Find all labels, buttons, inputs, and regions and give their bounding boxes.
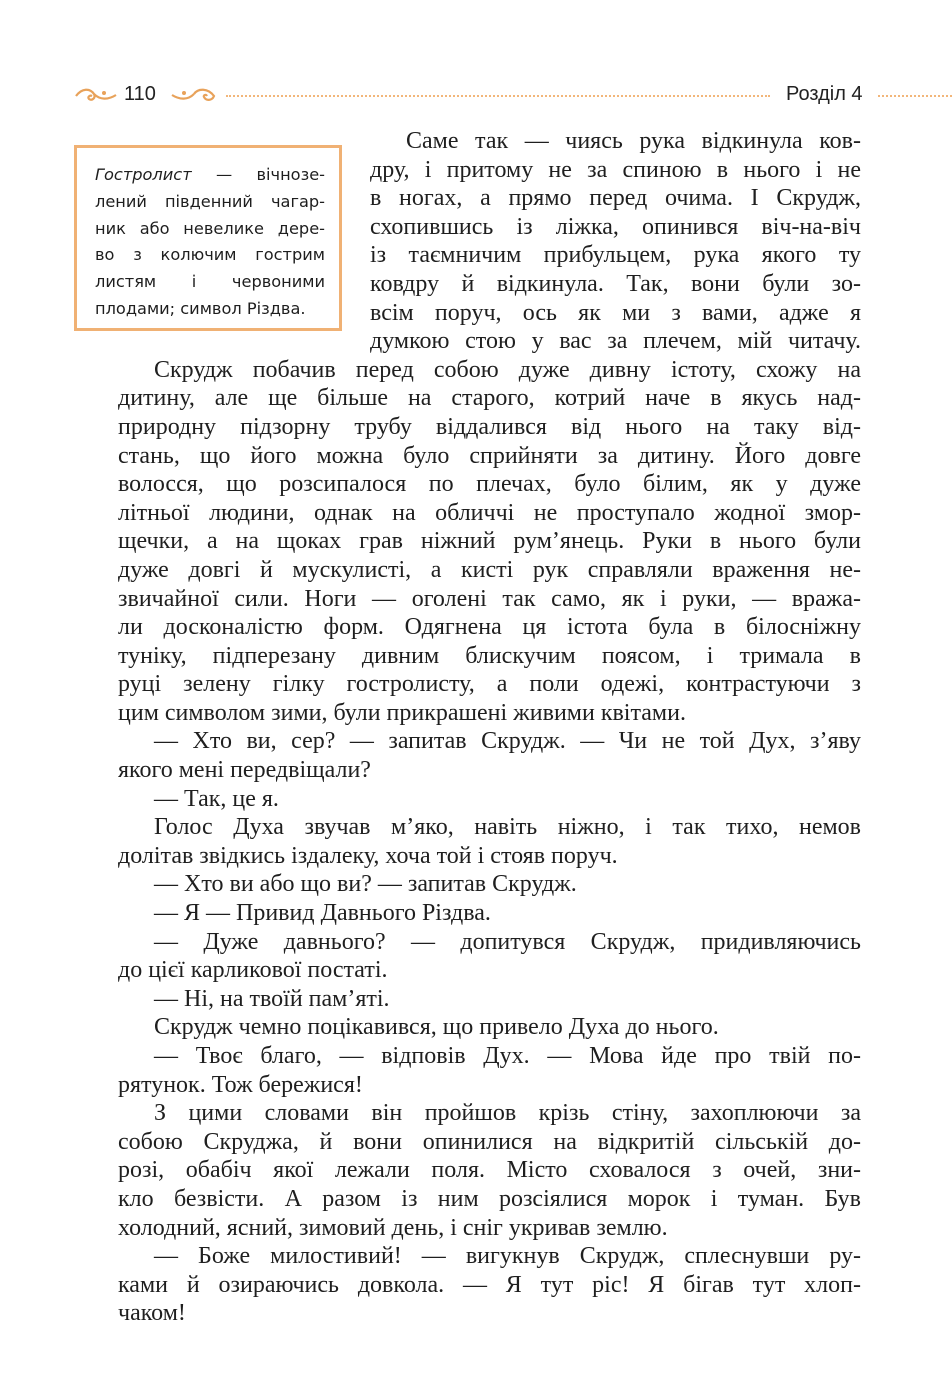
text-line: — Ні, на твоїй пам’яті. (154, 985, 390, 1012)
text-line: З цими словами він пройшов крізь стіну, захоплюючи за (154, 1100, 861, 1127)
header-rule (226, 95, 770, 97)
page-header (0, 78, 952, 112)
text-line: дру, і притому не за спиною в нього і не (370, 156, 861, 183)
text-line: кло безвісти. А разом із ним розсіялися морок і туман. Був (118, 1185, 861, 1212)
text-line: — Дуже давнього? — допитувся Скрудж, придивляючись (154, 928, 861, 955)
text-line: дуже довгі й мускулисті, а кисті рук справляли враження не- (118, 556, 861, 583)
text-line: якого мені передвіщали? (118, 757, 371, 784)
text-line: волосся, що розсипалося по плечах, було білим, як у дуже (118, 471, 861, 498)
text-line: схопившись із ліжка, опинився віч-на-віч (370, 213, 861, 240)
text-line: ками й озираючись довкола. — Я тут ріс! Я бігав тут хлоп- (118, 1271, 861, 1298)
text-line: всім поруч, ось як ми з вами, адже я (370, 299, 861, 326)
glossary-line-1: Гостролист — вічнозе- (95, 165, 325, 184)
text-line: Саме так — чиясь рука відкинула ков- (406, 128, 861, 154)
text-line: — Хто ви, сер? — запитав Скрудж. — Чи не той Дух, з’яву (154, 728, 861, 755)
text-line: рятунок. Тож бережися! (118, 1071, 363, 1098)
text-line: до цієї карликової постаті. (118, 957, 388, 984)
text-line: в ногах, а прямо перед очима. І Скрудж, (370, 185, 861, 212)
text-line: природну підзорну трубу віддалився від нього на таку від- (118, 413, 861, 440)
glossary-line: во з колючим гострим (95, 245, 325, 265)
right-ornament-icon (170, 86, 216, 104)
text-line: дитину, але ще більше на старого, котрий наче в якусь над- (118, 385, 861, 412)
text-line: туніку, підперезану дивним блискучим поясом, і тримала в (118, 642, 861, 669)
text-line: руці зелену гілку гостролисту, а поли одежі, контрастуючи з (118, 671, 861, 698)
text-line: Голос Духа звучав м’яко, навіть ніжно, і так тихо, немов (154, 814, 861, 841)
chapter-title: Розділ 4 (786, 83, 863, 105)
body-text (118, 127, 861, 1328)
text-line: — Я — Привид Давнього Різдва. (154, 900, 491, 927)
page-number: 110 (124, 83, 156, 105)
text-line: звичайної сили. Ноги — оголені так само, як і руки, — вража- (118, 585, 861, 612)
text-line: собою Скруджа, й вони опинилися на відкритій сільській до- (118, 1128, 861, 1155)
text-line: літньої людини, однак на обличчі не проступало жодної змор- (118, 499, 861, 526)
text-line: долітав звідкись іздалеку, хоча той і стояв поруч. (118, 842, 618, 869)
text-line: стань, що його можна було сприйняти за дитину. Його довге (118, 442, 861, 469)
header-rule-right (878, 95, 952, 97)
text-line: ли досконалістю форм. Одягнена ця істота була в білосніжну (118, 614, 861, 641)
glossary-term: Гостролист (95, 165, 192, 184)
text-line: Скрудж чемно поцікавився, що привело Духа до нього. (154, 1014, 719, 1041)
text-line: Скрудж побачив перед собою дуже дивну істоту, схожу на (154, 356, 861, 383)
glossary-line: ник або невелике дере- (95, 218, 325, 238)
text-line: цим символом зими, були прикрашені живими квітами. (118, 699, 686, 726)
text-line: із таємничим прибульцем, рука якого ту (370, 242, 861, 269)
left-ornament-icon (74, 86, 118, 104)
text-line: — Хто ви або що ви? — запитав Скрудж. (154, 871, 577, 898)
text-line: — Боже милостивий! — вигукнув Скрудж, сплеснувши ру- (154, 1243, 861, 1270)
text-line: розі, обабіч якої лежали поля. Місто сховалося з очей, зни- (118, 1157, 861, 1184)
glossary-line: лений південний чагар- (95, 191, 325, 211)
glossary-line: листям і червоними (95, 272, 325, 292)
text-line: холодний, ясний, зимовий день, і сніг укривав землю. (118, 1214, 668, 1241)
text-line: ковдру й відкинула. Так, вони були зо- (370, 270, 861, 297)
text-line: думкою стою у вас за плечем, мій читачу. (370, 328, 861, 355)
text-line: чаком! (118, 1300, 186, 1327)
text-line: щечки, а на щоках грав ніжний рум’янець. Руки в нього були (118, 528, 861, 555)
text-line: — Твоє благо, — відповів Дух. — Мова йде про твій по- (154, 1043, 861, 1069)
glossary-line: плодами; символ Різдва. (95, 298, 306, 318)
text-line: — Так, це я. (154, 785, 279, 812)
